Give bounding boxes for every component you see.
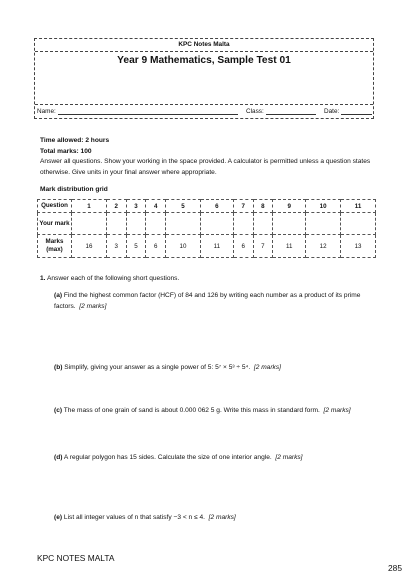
your-mark-cell[interactable] (341, 213, 376, 235)
question-1-intro (40, 275, 179, 282)
max-mark: 12 (306, 235, 341, 258)
part-marks: [2 marks] (208, 514, 236, 521)
part-marks: [2 marks] (275, 454, 303, 461)
max-mark: 16 (72, 235, 107, 258)
question-number: 5 (166, 200, 201, 213)
your-mark-cell[interactable] (233, 213, 253, 235)
question-part-b (54, 362, 374, 373)
question-number-label: 1. (40, 275, 46, 282)
your-mark-cell[interactable] (126, 213, 146, 235)
part-label: (e) (54, 514, 63, 521)
student-details-row (35, 105, 373, 118)
mark-grid (37, 199, 376, 258)
name-label: Name: (37, 108, 56, 115)
question-number: 10 (306, 200, 341, 213)
page-title: Year 9 Mathematics, Sample Test 01 (117, 55, 291, 66)
time-allowed: Time allowed: 2 hours (40, 137, 110, 144)
max-mark: 10 (166, 235, 201, 258)
header-box (34, 38, 374, 119)
part-text: The mass of one grain of sand is about 0.000 062 5 g. Write this mass in standard form. (63, 407, 320, 414)
date-label: Date: (324, 108, 340, 115)
question-number: 6 (200, 200, 233, 213)
max-mark: 11 (273, 235, 306, 258)
question-part-e (54, 512, 374, 523)
org-name: KPC Notes Malta (35, 39, 373, 52)
question-intro-text: Answer each of the following short questions. (46, 275, 180, 282)
grid-row-max-marks (38, 235, 376, 258)
max-mark: 13 (341, 235, 376, 258)
your-mark-cell[interactable] (106, 213, 126, 235)
max-mark: 5 (126, 235, 146, 258)
grid-heading: Mark distribution grid (40, 186, 108, 193)
part-text: A regular polygon has 15 sides. Calculate the size of one interior angle. (63, 454, 272, 461)
date-field[interactable] (341, 114, 372, 115)
max-mark: 3 (106, 235, 126, 258)
title-area (35, 52, 373, 105)
your-mark-cell[interactable] (72, 213, 107, 235)
question-number: 3 (126, 200, 146, 213)
part-marks: [2 marks] (323, 407, 351, 414)
question-number: 4 (146, 200, 166, 213)
part-label: (d) (54, 454, 63, 461)
question-part-c (54, 405, 374, 416)
page-number: 285 (388, 563, 402, 573)
question-number: 7 (233, 200, 253, 213)
max-marks-header: Marks (max) (38, 235, 72, 258)
part-marks: [2 marks] (253, 364, 281, 371)
max-mark: 6 (233, 235, 253, 258)
question-number: 8 (253, 200, 273, 213)
part-marks: [2 marks] (79, 303, 107, 310)
class-label: Class: (246, 108, 264, 115)
your-mark-cell[interactable] (306, 213, 341, 235)
part-text: Find the highest common factor (HCF) of 84 and 126 by writing each number as a product of its prime factors. (54, 292, 361, 310)
your-mark-header: Your mark (38, 213, 72, 235)
your-mark-cell[interactable] (200, 213, 233, 235)
part-label: (a) (54, 292, 63, 299)
footer-text: KPC NOTES MALTA (37, 553, 115, 563)
question-number: 11 (341, 200, 376, 213)
your-mark-cell[interactable] (253, 213, 273, 235)
grid-row-question (38, 200, 376, 213)
part-text: Simplify, giving your answer as a single power of 5: 5⁷ × 5³ ÷ 5⁴. (64, 364, 251, 371)
question-number: 1 (72, 200, 107, 213)
grid-row-your-mark (38, 213, 376, 235)
instructions: Answer all questions. Show your working in the space provided. A calculator is permitted unless a question states otherwise. Give units in your final answer where appropriate. (40, 158, 371, 176)
total-marks: Total marks: 100 (40, 148, 92, 155)
question-number: 9 (273, 200, 306, 213)
part-label: (c) (54, 407, 63, 414)
part-text: List all integer values of n that satisfy −3 < n ≤ 4. (63, 514, 205, 521)
your-mark-cell[interactable] (273, 213, 306, 235)
class-field[interactable] (266, 114, 316, 115)
question-number: 2 (106, 200, 126, 213)
max-mark: 7 (253, 235, 273, 258)
name-field[interactable] (58, 114, 238, 115)
question-part-a (54, 290, 374, 312)
your-mark-cell[interactable] (146, 213, 166, 235)
question-part-d (54, 452, 374, 463)
question-header: Question (38, 200, 72, 213)
max-mark: 6 (146, 235, 166, 258)
your-mark-cell[interactable] (166, 213, 201, 235)
max-mark: 11 (200, 235, 233, 258)
part-label: (b) (54, 364, 63, 371)
